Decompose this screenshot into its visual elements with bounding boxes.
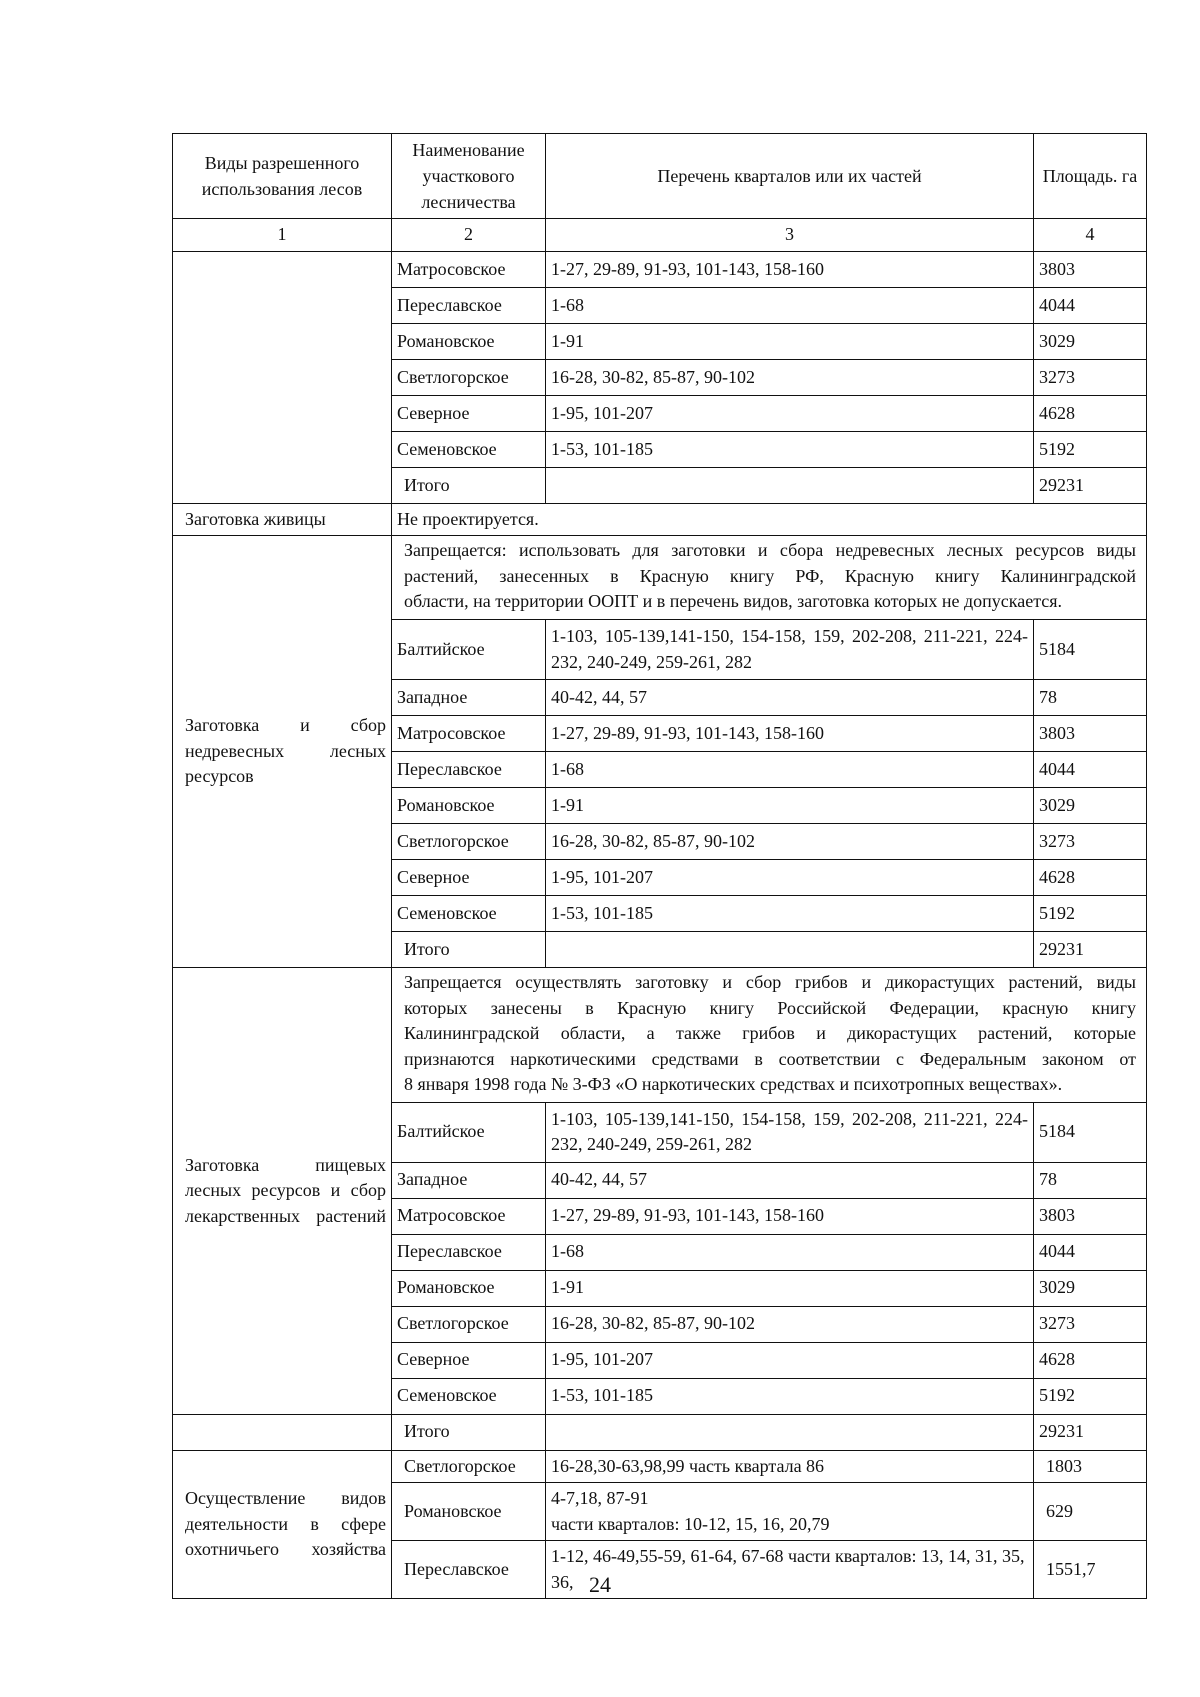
area-cell: 3029 <box>1034 788 1147 824</box>
district-cell: Романовское <box>392 1483 546 1541</box>
district-cell: Переславское <box>392 752 546 788</box>
quarters-cell <box>546 1483 1034 1541</box>
total-row <box>173 1414 1147 1450</box>
district-cell: Светлогорское <box>392 1306 546 1342</box>
note-line: Запрещается: использовать для заготовки и сбора недревесных лесных ресурсов виды <box>404 540 1136 561</box>
quarters-cell: 40-42, 44, 57 <box>546 680 1034 716</box>
note-line: области, на территории ООПТ и в перечень видов, заготовка которых не допускается. <box>404 591 1063 612</box>
district-cell: Семеновское <box>392 431 546 467</box>
district-cell: Матросовское <box>392 716 546 752</box>
quarters-cell: 1-95, 101-207 <box>546 860 1034 896</box>
area-cell: 3803 <box>1034 1198 1147 1234</box>
total-area: 29231 <box>1034 932 1147 968</box>
district-cell: Балтийское <box>392 1102 546 1162</box>
quarters-cell: 1-27, 29-89, 91-93, 101-143, 158-160 <box>546 251 1034 287</box>
area-cell: 629 <box>1034 1483 1147 1541</box>
total-area: 29231 <box>1034 467 1147 503</box>
column-number: 1 <box>173 219 392 252</box>
area-cell: 78 <box>1034 680 1147 716</box>
district-cell: Западное <box>392 1162 546 1198</box>
district-cell: Северное <box>392 860 546 896</box>
table-header-row <box>173 134 1147 219</box>
district-cell: Светлогорское <box>392 1450 546 1483</box>
header-district: Наименование участкового лесничества <box>392 134 546 219</box>
use-type-cell: Заготовка живицы <box>173 503 392 536</box>
quarters-cell: 1-103, 105-139,141-150, 154-158, 159, 202-208, 211-221, 224-232, 240-249, 259-261, 282 <box>546 620 1034 680</box>
total-label: Итого <box>392 932 546 968</box>
quarters-cell: 40-42, 44, 57 <box>546 1162 1034 1198</box>
district-cell: Переславское <box>392 1234 546 1270</box>
area-cell: 5184 <box>1034 620 1147 680</box>
use-type-cell: Заготовка и сбор недревесных лесных ресурсов <box>173 536 392 968</box>
note-line: Калининградской области, а также грибов и дикорастущих растений, которые <box>404 1023 1136 1044</box>
area-cell: 4628 <box>1034 395 1147 431</box>
quarters-cell: 1-68 <box>546 1234 1034 1270</box>
area-cell: 4044 <box>1034 287 1147 323</box>
quarters-line: 4-7,18, 87-91 <box>551 1488 649 1509</box>
area-cell: 3029 <box>1034 323 1147 359</box>
quarters-cell-empty <box>546 1414 1034 1450</box>
use-type-cell: Заготовка пищевых лесных ресурсов и сбор лекарственных растений <box>173 968 392 1415</box>
quarters-cell: 1-53, 101-185 <box>546 1378 1034 1414</box>
quarters-cell: 1-95, 101-207 <box>546 395 1034 431</box>
district-cell: Семеновское <box>392 896 546 932</box>
note-row <box>173 968 1147 1103</box>
quarters-cell-empty <box>546 932 1034 968</box>
district-cell: Матросовское <box>392 251 546 287</box>
quarters-cell: 16-28,30-63,98,99 часть квартала 86 <box>546 1450 1034 1483</box>
quarters-line: части кварталов: 10-12, 15, 16, 20,79 <box>551 1513 830 1534</box>
header-quarters: Перечень кварталов или их частей <box>546 134 1034 219</box>
page-number: 24 <box>589 1572 611 1597</box>
total-label: Итого <box>392 467 546 503</box>
quarters-cell: 1-12, 46-49,55-59, 61-64, 67-68 части кварталов: 13, 14, 31, 35, 36, <box>546 1541 1034 1599</box>
header-area: Площадь. га <box>1034 134 1147 219</box>
district-cell: Западное <box>392 680 546 716</box>
total-area: 29231 <box>1034 1414 1147 1450</box>
area-cell: 4628 <box>1034 860 1147 896</box>
note-line: растений, занесенных в Красную книгу РФ, Красную книгу Калининградской <box>404 565 1136 586</box>
quarters-cell: 1-95, 101-207 <box>546 1342 1034 1378</box>
quarters-cell: 16-28, 30-82, 85-87, 90-102 <box>546 824 1034 860</box>
use-type-cell: Осуществление видов деятельности в сфере охотничьего хозяйства <box>173 1450 392 1599</box>
quarters-cell: 1-103, 105-139,141-150, 154-158, 159, 202-208, 211-221, 224-232, 240-249, 259-261, 282 <box>546 1102 1034 1162</box>
area-cell: 3273 <box>1034 359 1147 395</box>
district-cell: Светлогорское <box>392 359 546 395</box>
note-line: Запрещается осуществлять заготовку и сбор грибов и дикорастущих растений, виды <box>404 972 1136 993</box>
table-row <box>173 503 1147 536</box>
table-row <box>173 1450 1147 1483</box>
use-type-cell-empty <box>173 251 392 503</box>
note-line: признаются наркотическими средствами в соответствии с Федеральным законом от <box>404 1048 1136 1069</box>
area-cell: 3803 <box>1034 251 1147 287</box>
use-type-cell-empty <box>173 1414 392 1450</box>
district-cell: Семеновское <box>392 1378 546 1414</box>
quarters-cell: 1-68 <box>546 287 1034 323</box>
district-cell: Светлогорское <box>392 824 546 860</box>
area-cell: 78 <box>1034 1162 1147 1198</box>
area-cell: 1803 <box>1034 1450 1147 1483</box>
area-cell: 5192 <box>1034 1378 1147 1414</box>
district-cell: Балтийское <box>392 620 546 680</box>
district-cell: Северное <box>392 395 546 431</box>
area-cell: 1551,7 <box>1034 1541 1147 1599</box>
note-cell <box>392 536 1147 620</box>
quarters-cell-empty <box>546 467 1034 503</box>
district-cell: Романовское <box>392 1270 546 1306</box>
area-cell: 3273 <box>1034 1306 1147 1342</box>
area-cell: 5192 <box>1034 896 1147 932</box>
quarters-cell: 1-27, 29-89, 91-93, 101-143, 158-160 <box>546 716 1034 752</box>
quarters-cell: 16-28, 30-82, 85-87, 90-102 <box>546 359 1034 395</box>
header-use-type: Виды разрешенного использования лесов <box>173 134 392 219</box>
forest-use-table <box>172 133 1147 1599</box>
column-number: 3 <box>546 219 1034 252</box>
district-cell: Романовское <box>392 788 546 824</box>
quarters-cell: 16-28, 30-82, 85-87, 90-102 <box>546 1306 1034 1342</box>
quarters-cell: 1-68 <box>546 752 1034 788</box>
note-cell: Не проектируется. <box>392 503 1147 536</box>
district-cell: Матросовское <box>392 1198 546 1234</box>
area-cell: 3803 <box>1034 716 1147 752</box>
note-line: 8 января 1998 года № 3-ФЗ «О наркотических средствах и психотропных веществах». <box>404 1074 1063 1095</box>
area-cell: 5184 <box>1034 1102 1147 1162</box>
district-cell: Переславское <box>392 1541 546 1599</box>
note-row <box>173 536 1147 620</box>
column-number: 2 <box>392 219 546 252</box>
area-cell: 3273 <box>1034 824 1147 860</box>
note-line: которых занесены в Красную книгу Российской Федерации, красную книгу <box>404 997 1136 1018</box>
quarters-cell: 1-53, 101-185 <box>546 896 1034 932</box>
area-cell: 4628 <box>1034 1342 1147 1378</box>
column-number-row <box>173 219 1147 252</box>
district-cell: Переславское <box>392 287 546 323</box>
quarters-cell: 1-91 <box>546 1270 1034 1306</box>
quarters-cell: 1-91 <box>546 788 1034 824</box>
quarters-cell: 1-27, 29-89, 91-93, 101-143, 158-160 <box>546 1198 1034 1234</box>
district-cell: Романовское <box>392 323 546 359</box>
area-cell: 5192 <box>1034 431 1147 467</box>
total-label: Итого <box>392 1414 546 1450</box>
note-cell <box>392 968 1147 1103</box>
quarters-cell: 1-91 <box>546 323 1034 359</box>
column-number: 4 <box>1034 219 1147 252</box>
district-cell: Северное <box>392 1342 546 1378</box>
area-cell: 4044 <box>1034 1234 1147 1270</box>
area-cell: 4044 <box>1034 752 1147 788</box>
quarters-cell: 1-53, 101-185 <box>546 431 1034 467</box>
area-cell: 3029 <box>1034 1270 1147 1306</box>
table-row <box>173 251 1147 287</box>
